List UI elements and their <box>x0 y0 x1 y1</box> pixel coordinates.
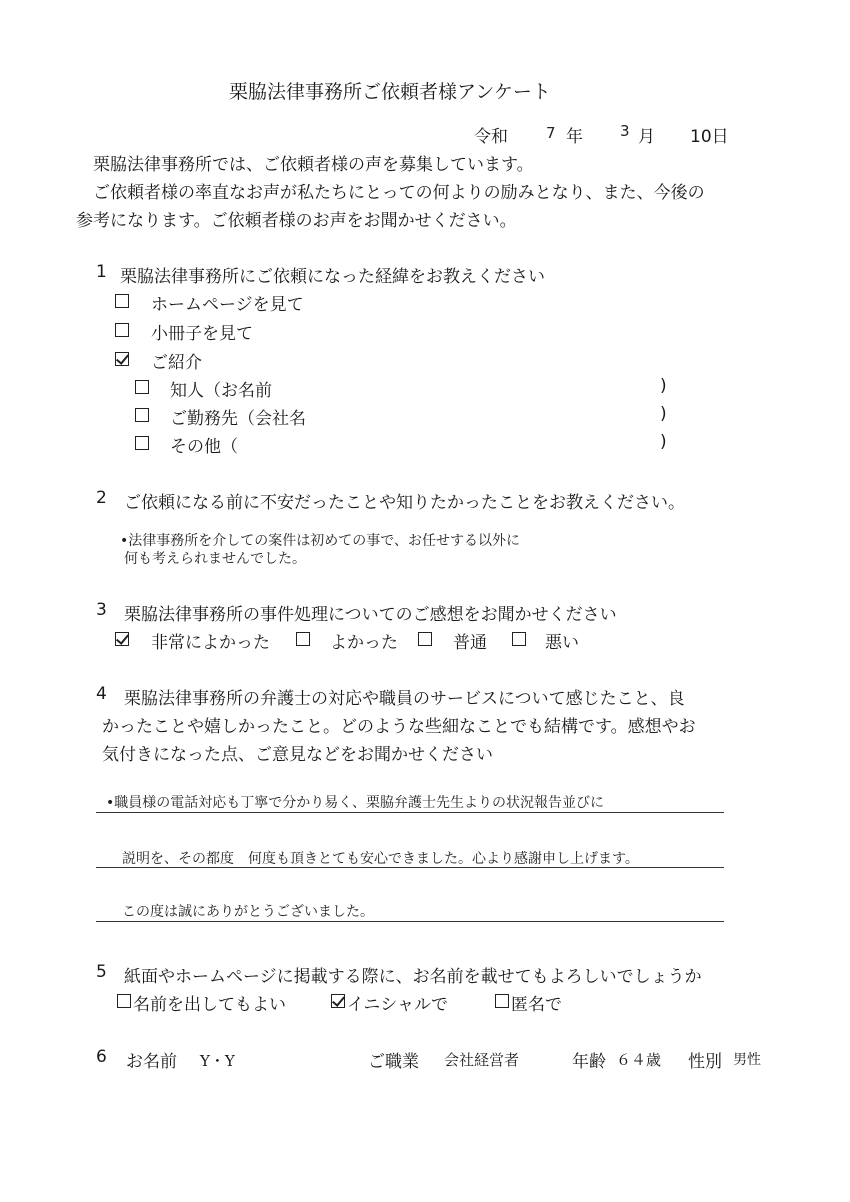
q1-sub-acquaintance-label: 知人（お名前 <box>170 381 272 401</box>
q1-question: 栗脇法律事務所にご依頼になった経緯をお教えください <box>120 267 545 287</box>
q3-option-normal-checkbox[interactable] <box>418 632 432 646</box>
q1-sub-workplace-close: ) <box>660 404 667 424</box>
q6-age-value[interactable]: ６４歳 <box>616 1051 662 1069</box>
q4-answer-rule-3 <box>96 921 724 922</box>
q5-number: 5 <box>96 962 107 982</box>
q1-sub-acquaintance-checkbox[interactable] <box>135 380 149 394</box>
intro-line-1: 栗脇法律事務所では、ご依頼者様の声を募集しています。 <box>93 155 534 175</box>
q3-option-good-label: よかった <box>330 633 398 653</box>
q3-option-bad-label: 悪い <box>545 633 579 653</box>
q1-sub-workplace-checkbox[interactable] <box>135 408 149 422</box>
q4-answer-rule-2 <box>96 867 724 868</box>
q3-option-bad-checkbox[interactable] <box>512 632 526 646</box>
q6-number: 6 <box>96 1047 107 1067</box>
q1-sub-other-label: その他（ <box>170 437 238 457</box>
q3-option-normal-label: 普通 <box>453 633 487 653</box>
q6-job-value[interactable]: 会社経営者 <box>444 1051 520 1069</box>
q1-sub-other-checkbox[interactable] <box>135 436 149 450</box>
date-year-unit: 年 <box>566 127 583 147</box>
q5-option-name-ok-label: 名前を出してもよい <box>133 995 286 1015</box>
q5-option-anonymous-label: 匿名で <box>511 995 562 1015</box>
q3-option-very-good-checkbox[interactable] <box>115 632 129 646</box>
q4-answer-line-1[interactable]: •職員様の電話対応も丁寧で分かり易く、栗脇弁護士先生よりの状況報告並びに <box>106 795 604 811</box>
q2-question: ご依頼になる前に不安だったことや知りたかったことをお教えください。 <box>124 493 685 513</box>
q6-name-value[interactable]: Y・Y <box>200 1052 235 1070</box>
q2-answer-line-2[interactable]: 何も考えられませんでした。 <box>124 551 306 567</box>
intro-line-3: 参考になります。ご依頼者様のお声をお聞かせください。 <box>76 211 517 231</box>
date-year[interactable]: 7 <box>546 124 556 142</box>
date-month[interactable]: 3 <box>620 122 630 140</box>
q4-question-line-2: かったことや嬉しかったこと。どのような些細なことでも結構です。感想やお <box>102 717 696 737</box>
q4-answer-line-2[interactable]: 説明を、その都度 何度も頂きとても安心できました。心より感謝申し上げます。 <box>122 851 639 867</box>
date-day[interactable]: 10日 <box>690 127 729 147</box>
q5-option-anonymous-checkbox[interactable] <box>495 994 509 1008</box>
date-era: 令和 <box>474 127 508 147</box>
q4-question-line-3: 気付きになった点、ご意見などをお聞かせください <box>102 745 493 765</box>
q3-number: 3 <box>96 600 107 620</box>
q1-option-booklet-label: 小冊子を見て <box>151 324 253 344</box>
q3-question: 栗脇法律事務所の事件処理についてのご感想をお聞かせください <box>124 605 617 625</box>
q6-gender-label: 性別 <box>688 1052 722 1072</box>
q4-question-line-1: 栗脇法律事務所の弁護士の対応や職員のサービスについて感じたこと、良 <box>124 689 685 709</box>
q6-gender-value[interactable]: 男性 <box>733 1052 761 1068</box>
q1-sub-acquaintance-close: ) <box>660 376 667 396</box>
q1-option-booklet-checkbox[interactable] <box>115 323 129 337</box>
q1-sub-other-close: ) <box>660 432 667 452</box>
q2-number: 2 <box>96 488 107 508</box>
q6-age-label: 年齢 <box>572 1052 606 1072</box>
date-month-unit: 月 <box>638 127 655 147</box>
q4-answer-line-3[interactable]: この度は誠にありがとうございました。 <box>122 904 374 920</box>
survey-title: 栗脇法律事務所ご依頼者様アンケート <box>229 81 551 103</box>
q5-option-name-ok-checkbox[interactable] <box>117 994 131 1008</box>
q1-sub-workplace-label: ご勤務先（会社名 <box>170 409 306 429</box>
q1-option-referral-label: ご紹介 <box>151 353 202 373</box>
q5-question: 紙面やホームページに掲載する際に、お名前を載せてもよろしいでしょうか <box>124 967 702 987</box>
q5-option-initials-checkbox[interactable] <box>331 994 345 1008</box>
q3-option-very-good-label: 非常によかった <box>151 633 270 653</box>
q4-number: 4 <box>96 684 107 704</box>
q6-name-label: お名前 <box>126 1052 177 1072</box>
q1-option-referral-checkbox[interactable] <box>115 352 129 366</box>
q1-number: 1 <box>96 262 107 282</box>
q4-answer-rule-1 <box>96 812 724 813</box>
intro-line-2: ご依頼者様の率直なお声が私たちにとっての何よりの励みとなり、また、今後の <box>93 183 705 203</box>
q2-answer-line-1[interactable]: •法律事務所を介しての案件は初めての事で、お任せする以外に <box>120 533 520 549</box>
q1-option-homepage-checkbox[interactable] <box>115 294 129 308</box>
q3-option-good-checkbox[interactable] <box>296 632 310 646</box>
q5-option-initials-label: イニシャルで <box>347 995 448 1015</box>
q1-option-homepage-label: ホームページを見て <box>151 295 304 315</box>
q6-job-label: ご職業 <box>368 1052 419 1072</box>
